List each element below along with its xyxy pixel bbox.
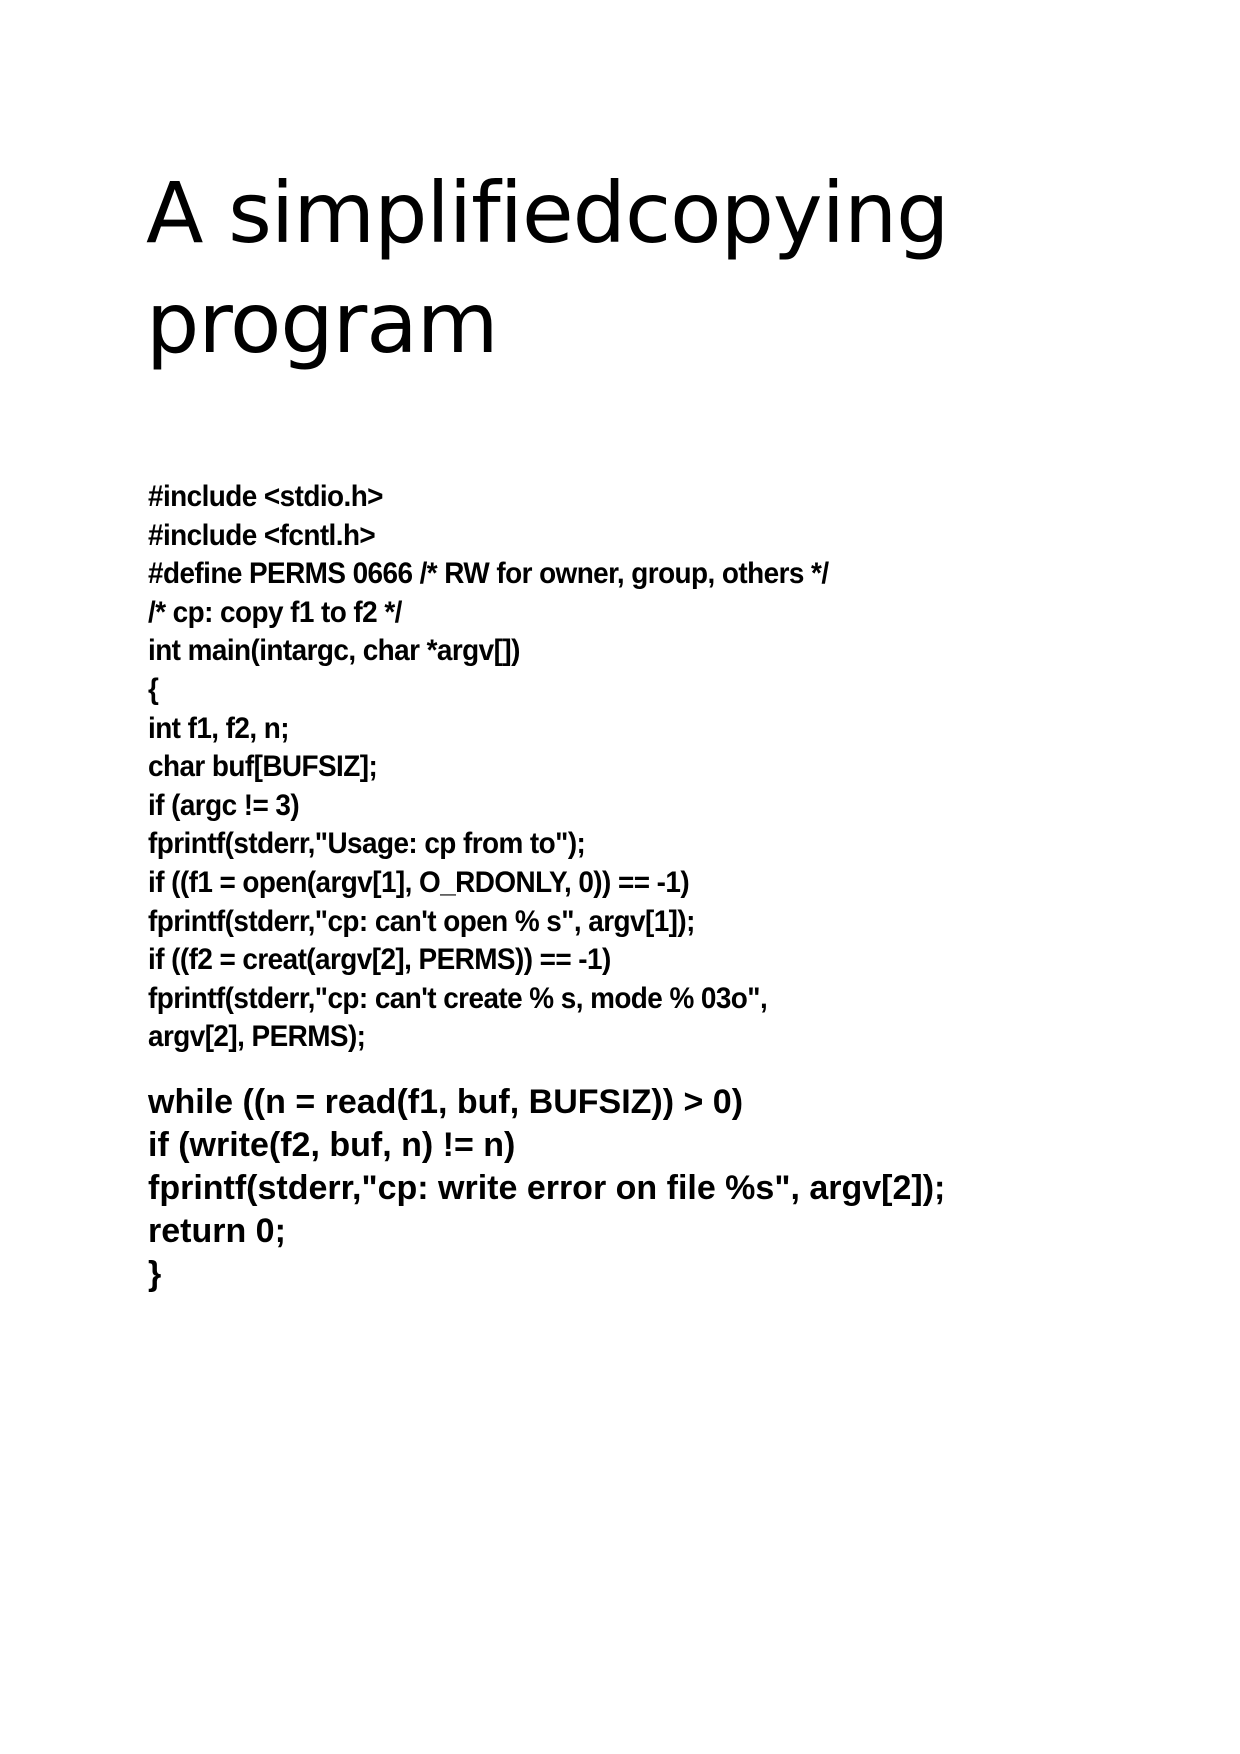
code-line: return 0;	[148, 1212, 286, 1250]
code-line: while ((n = read(f1, buf, BUFSIZ)) > 0)	[148, 1083, 744, 1121]
code-line: #include <stdio.h>	[148, 480, 383, 513]
code-block-declarations	[148, 478, 829, 1057]
code-line: int main(intargc, char *argv[])	[148, 634, 520, 668]
code-block-copy-loop	[148, 1081, 945, 1296]
code-line: int f1, f2, n;	[148, 711, 289, 745]
code-line: fprintf(stderr,"cp: can't create % s, mode % 03o",	[148, 981, 768, 1015]
code-line: fprintf(stderr,"Usage: cp from to");	[148, 827, 586, 861]
code-line: fprintf(stderr,"cp: write error on file %s", argv[2]);	[148, 1169, 946, 1207]
code-line: }	[148, 1255, 162, 1293]
code-line: fprintf(stderr,"cp: can't open % s", argv[1]);	[148, 904, 695, 938]
code-line: {	[148, 672, 159, 706]
title-line: program	[146, 274, 498, 372]
code-line: argv[2], PERMS);	[148, 1020, 366, 1054]
code-line: if ((f1 = open(argv[1], O_RDONLY, 0)) == -1)	[148, 865, 690, 899]
code-line: #include <fcntl.h>	[148, 518, 376, 552]
code-line: if (argc != 3)	[148, 788, 300, 822]
title-line: A simplifiedcopying	[146, 164, 949, 262]
code-line: if (write(f2, buf, n) != n)	[148, 1126, 516, 1164]
code-line: #define PERMS 0666 /* RW for owner, group, others */	[148, 557, 829, 591]
code-line: char buf[BUFSIZ];	[148, 750, 378, 784]
page-title	[146, 158, 949, 378]
code-line: if ((f2 = creat(argv[2], PERMS)) == -1)	[148, 943, 611, 977]
code-line: /* cp: copy f1 to f2 */	[148, 595, 402, 629]
